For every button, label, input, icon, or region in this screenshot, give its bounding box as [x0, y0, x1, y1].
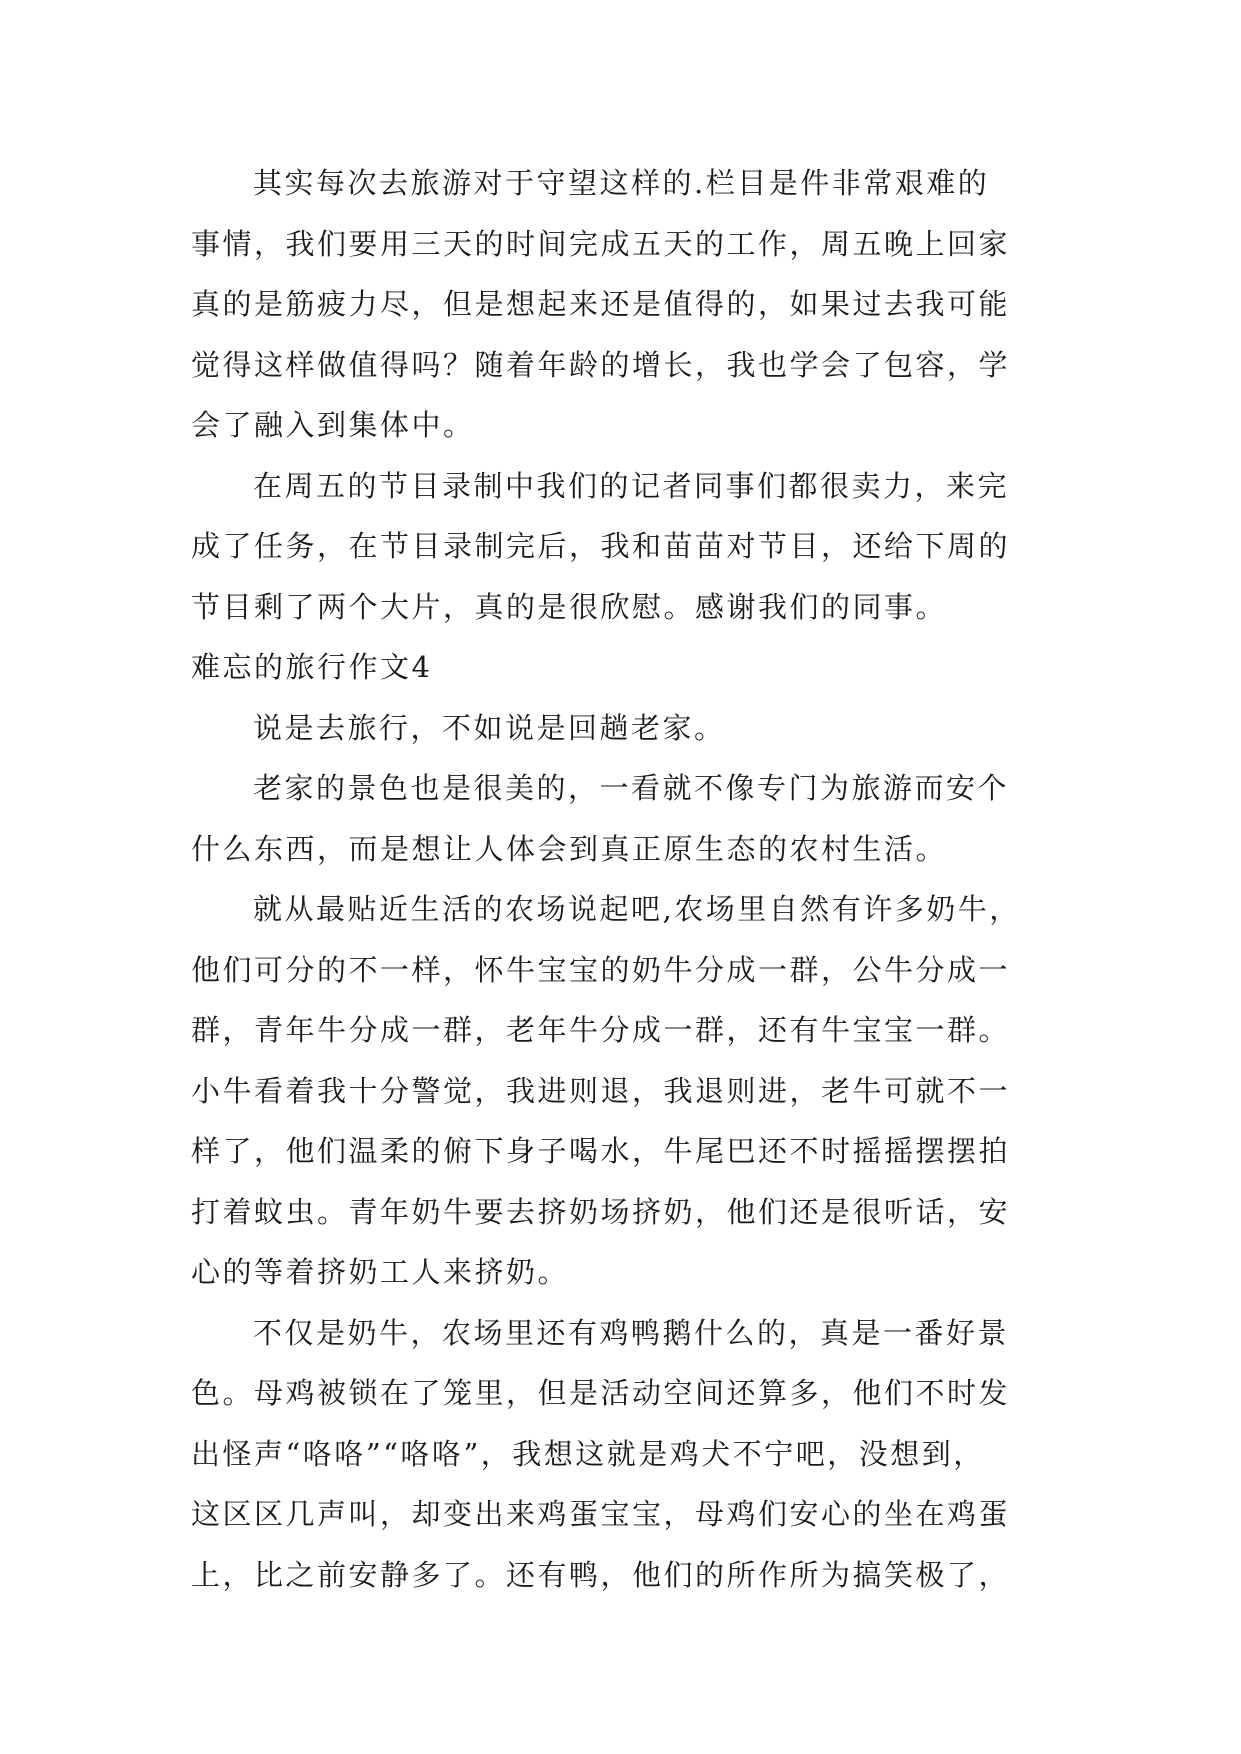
document-body	[191, 153, 1071, 1605]
body-line: 老家的景色也是很美的，一看就不像专门为旅游而安个	[253, 771, 1010, 805]
body-line: 在周五的节目录制中我们的记者同事们都很卖力，来完	[253, 468, 1010, 503]
body-line: 群，青年牛分成一群，老年牛分成一群，还有牛宝宝一群。	[191, 1013, 1011, 1047]
body-line: 出怪声“咯咯”“咯咯”，我想这就是鸡犬不宁吧，没想到，	[191, 1436, 985, 1471]
section-heading: 难忘的旅行作文4	[191, 650, 433, 684]
body-line: 小牛看着我十分警觉，我进则退，我退则进，老牛可就不一	[191, 1073, 1011, 1108]
body-line: 节目剩了两个大片，真的是很欣慰。感谢我们的同事。	[191, 589, 948, 624]
body-line: 会了融入到集体中。	[191, 408, 475, 442]
body-line: 不仅是奶牛，农场里还有鸡鸭鹅什么的，真是一番好景	[253, 1315, 1010, 1350]
body-line: 心的等着挤奶工人来挤奶。	[191, 1255, 570, 1289]
body-line: 上，比之前安静多了。还有鸭，他们的所作所为搞笑极了，	[191, 1557, 1011, 1592]
body-line: 什么东西，而是想让人体会到真正原生态的农村生活。	[191, 831, 948, 866]
body-line: 这区区几声叫，却变出来鸡蛋宝宝，母鸡们安心的坐在鸡蛋	[191, 1497, 1011, 1531]
body-line: 事情，我们要用三天的时间完成五天的工作，周五晚上回家	[191, 226, 1011, 261]
body-line: 觉得这样做值得吗？随着年龄的增长，我也学会了包容，学	[191, 347, 1011, 382]
body-line: 色。母鸡被锁在了笼里，但是活动空间还算多，他们不时发	[191, 1376, 1011, 1410]
body-line: 样了，他们温柔的俯下身子喝水，牛尾巴还不时摇摇摆摆拍	[191, 1134, 1011, 1168]
body-line: 成了任务，在节目录制完后，我和苗苗对节目，还给下周的	[191, 529, 1011, 563]
body-line: 说是去旅行，不如说是回趟老家。	[253, 710, 726, 745]
body-line: 他们可分的不一样，怀牛宝宝的奶牛分成一群，公牛分成一	[191, 952, 1011, 987]
body-line: 其实每次去旅游对于守望这样的.栏目是件非常艰难的	[253, 166, 990, 200]
body-line: 真的是筋疲力尽，但是想起来还是值得的，如果过去我可能	[191, 287, 1011, 321]
body-line: 就从最贴近生活的农场说起吧,农场里自然有许多奶牛，	[253, 892, 1021, 926]
body-line: 打着蚊虫。青年奶牛要去挤奶场挤奶，他们还是很听话，安	[191, 1194, 1011, 1229]
